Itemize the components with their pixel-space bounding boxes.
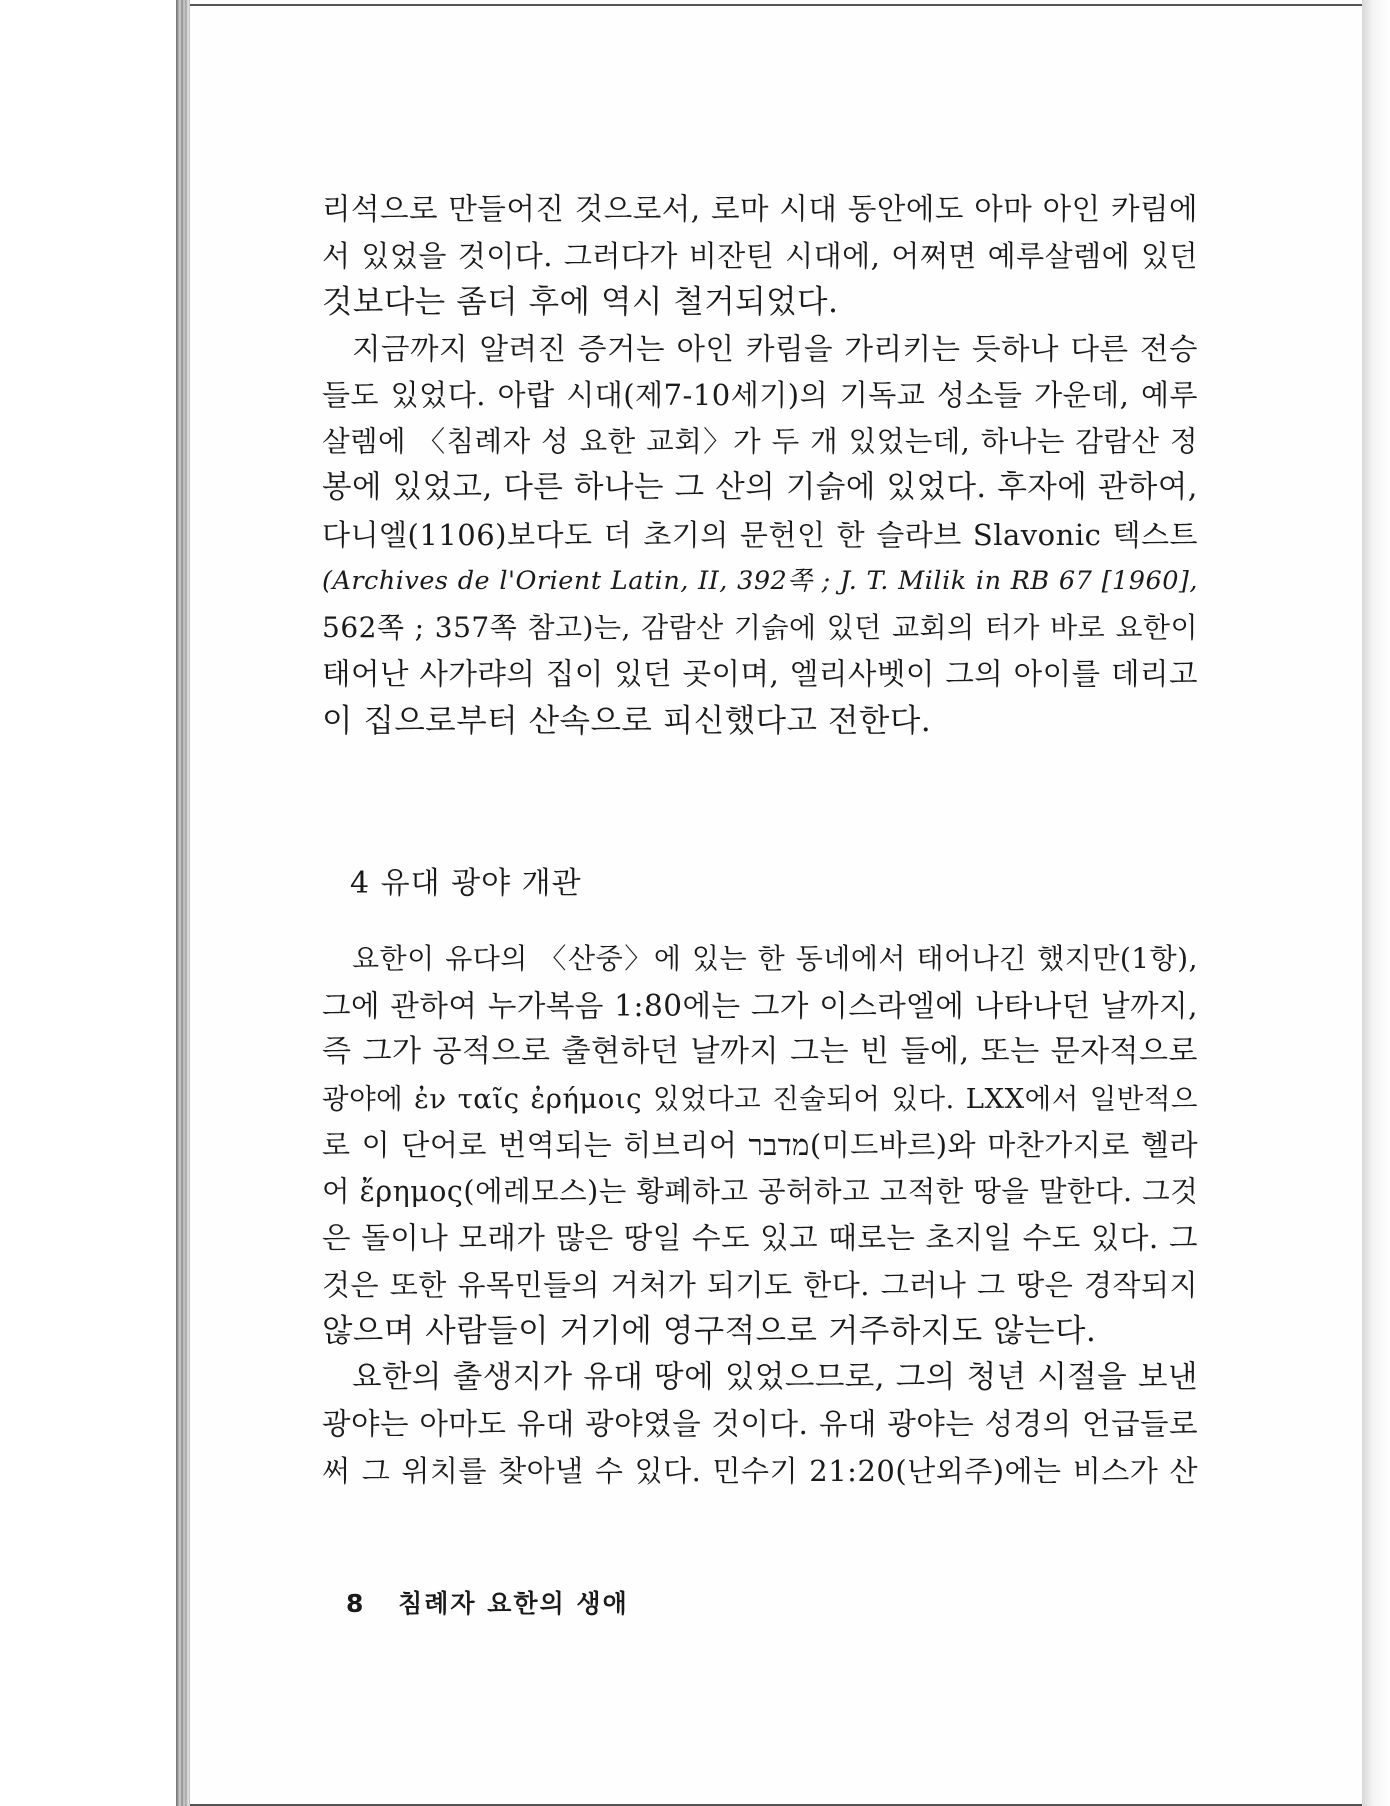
text-line: 즉 그가 공적으로 출현하던 날까지 그는 빈 들에, 또는 문자적으로 [322,1034,1198,1069]
text-line: 광야는 아마도 유대 광야였을 것이다. 유대 광야는 성경의 언급들로 [322,1407,1198,1441]
running-title: 침례자 요한의 생애 [398,1589,629,1618]
text-line: 광야에 ἐν ταῖς ἐρήμοις 있었다고 진술되어 있다. LXX에서 일반적으 [322,1082,1198,1115]
page-number: 8 [346,1589,366,1618]
text-line: 요한이 유다의 〈산중〉에 있는 한 동네에서 태어나긴 했지만(1항), [352,942,1198,975]
text-line: 않으며 사람들이 거기에 영구적으로 거주하지도 않는다. [322,1313,1097,1349]
text-line: (Archives de l'Orient Latin, II, 392쪽 ; J. T. Milik in RB 67 [1960], [322,566,1198,596]
text-line: 요한의 출생지가 유대 땅에 있었으므로, 그의 청년 시절을 보낸 [352,1359,1198,1395]
page-stack-edge [176,0,190,1806]
page-footer [346,1584,629,1620]
text-line: 살렘에 〈침례자 성 요한 교회〉가 두 개 있었는데, 하나는 감람산 정 [322,424,1198,458]
text-line: 로 이 단어로 번역되는 히브리어 מדבר(미드바르)와 마찬가지로 헬라 [322,1128,1199,1162]
text-line: 들도 있었다. 아랍 시대(제7-10세기)의 기독교 성소들 가운데, 예루 [322,378,1198,412]
text-line: 써 그 위치를 찾아낼 수 있다. 민수기 21:20(난외주)에는 비스가 산 [322,1453,1198,1488]
text-line: 이 집으로부터 산속으로 피신했다고 전한다. [322,702,932,739]
text-line: 그에 관하여 누가복음 1:80에는 그가 이스라엘에 나타나던 날까지, [322,988,1198,1023]
bottom-text-block [322,936,1198,1494]
text-line: 것은 또한 유목민들의 거처가 되기도 한다. 그러나 그 땅은 경작되지 [322,1267,1198,1302]
text-line: 것보다는 좀더 후에 역시 철거되었다. [322,284,839,320]
text-line: 서 있었을 것이다. 그러다가 비잔틴 시대에, 어쩌면 예루살렘에 있던 [322,238,1198,273]
page-right-shadow [1362,0,1390,1806]
text-line: 봉에 있었고, 다른 하나는 그 산의 기슭에 있었다. 후자에 관하여, [322,470,1198,505]
text-line: 562쪽 ; 357쪽 참고)는, 감람산 기슭에 있던 교회의 터가 바로 요한이 [322,610,1198,644]
text-line: 리석으로 만들어진 것으로서, 로마 시대 동안에도 아마 아인 카림에 [322,192,1198,226]
top-text-block [322,186,1198,744]
text-line: 다니엘(1106)보다도 더 초기의 문헌인 한 슬라브 Slavonic 텍스트 [322,517,1198,552]
section-heading: 4 유대 광야 개관 [350,866,582,901]
text-line: 어 ἔρημος(에레모스)는 황폐하고 공허하고 고적한 땅을 말한다. 그것 [322,1174,1199,1208]
text-line: 태어난 사가랴의 집이 있던 곳이며, 엘리사벳이 그의 아이를 데리고 [322,657,1198,691]
text-line: 지금까지 알려진 증거는 아인 카림을 가리키는 듯하나 다른 전승 [352,331,1198,366]
text-line: 은 돌이나 모래가 많은 땅일 수도 있고 때로는 초지일 수도 있다. 그 [322,1221,1198,1255]
